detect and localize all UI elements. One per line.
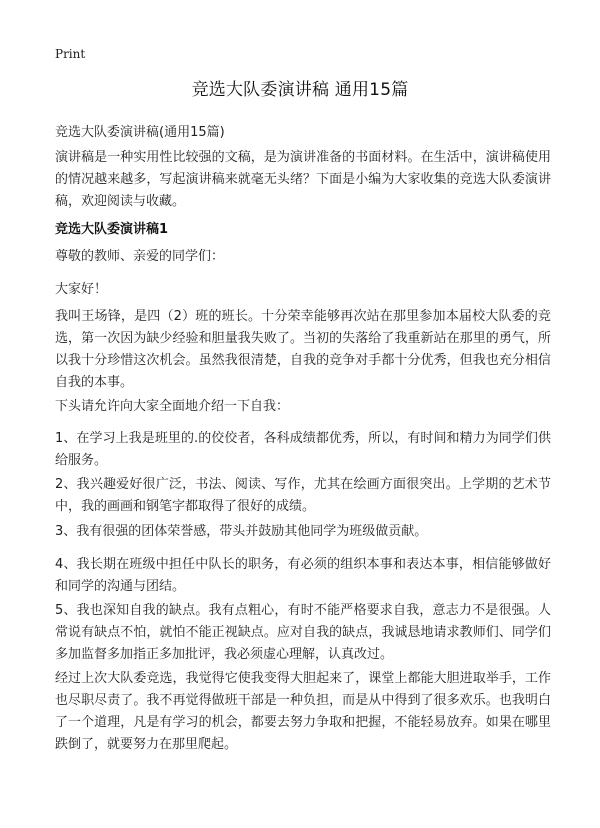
page-title: 竞选大队委演讲稿 通用15篇	[191, 80, 409, 100]
section-heading: 竞选大队委演讲稿1	[55, 222, 169, 237]
intro-paragraph: 演讲稿是一种实用性比较强的文稿，是为演讲准备的书面材料。在生活中，演讲稿使用的情况越来越多，写起演讲稿来就毫无头绪？下面是小编为大家收集的竞选大队委演讲稿，欢迎阅读与收藏。	[55, 150, 551, 209]
document-subtitle: 竞选大队委演讲稿(通用15篇)	[55, 125, 225, 140]
greeting-paragraph: 尊敬的教师、亲爱的同学们：	[55, 249, 225, 264]
body-paragraph-2: 下头请允许向大家全面地介绍一下自我：	[55, 399, 290, 414]
body-paragraph-1: 我叫王场锋，是四（2）班的班长。十分荣幸能够再次站在那里参加本届校大队委的竞选，第一次因为缺少经验和胆量我失败了。当初的失落给了我重新站在那里的勇气，所以我十分珍惜这次机会。虽然我很清楚，自我的竞争对手都十分优秀，但我也充分相信自我的本事。	[55, 309, 551, 390]
list-item-4: 4、我长期在班级中担任中队长的职务，有必须的组织本事和表达本事，相信能够做好和同学的沟通与团结。	[55, 557, 551, 594]
list-item-5: 5、我也深知自我的缺点。我有点粗心，有时不能严格要求自我，意志力不是很强。人常说有缺点不怕，就怕不能正视缺点。应对自我的缺点，我诚恳地请求教师们、同学们多加监督多加指正多加批评，我必须虚心理解，认真改过。	[55, 603, 551, 662]
list-item-3: 3、我有很强的团体荣誉感，带头并鼓励其他同学为班级做贡献。	[55, 524, 428, 539]
list-item-2: 2、我兴趣爱好很广泛，书法、阅读、写作，尤其在绘画方面很突出。上学期的艺术节中，我的画画和钢笔字都取得了很好的成绩。	[55, 477, 551, 514]
hello-paragraph: 大家好！	[55, 282, 108, 297]
list-item-1: 1、在学习上我是班里的.的佼佼者，各科成绩都优秀，所以，有时间和精力为同学们供给服务。	[55, 431, 551, 468]
print-link[interactable]: Print	[55, 47, 86, 61]
body-paragraph-3: 经过上次大队委竞选，我觉得它使我变得大胆起来了，课堂上都能大胆进取举手，工作也尽职尽责了。我不再觉得做班干部是一种负担，而是从中得到了很多欢乐。也我明白了一个道理，凡是有学习的机会，都要去努力争取和把握，不能轻易放弃。如果在哪里跌倒了，就要努力在那里爬起。	[55, 671, 551, 752]
